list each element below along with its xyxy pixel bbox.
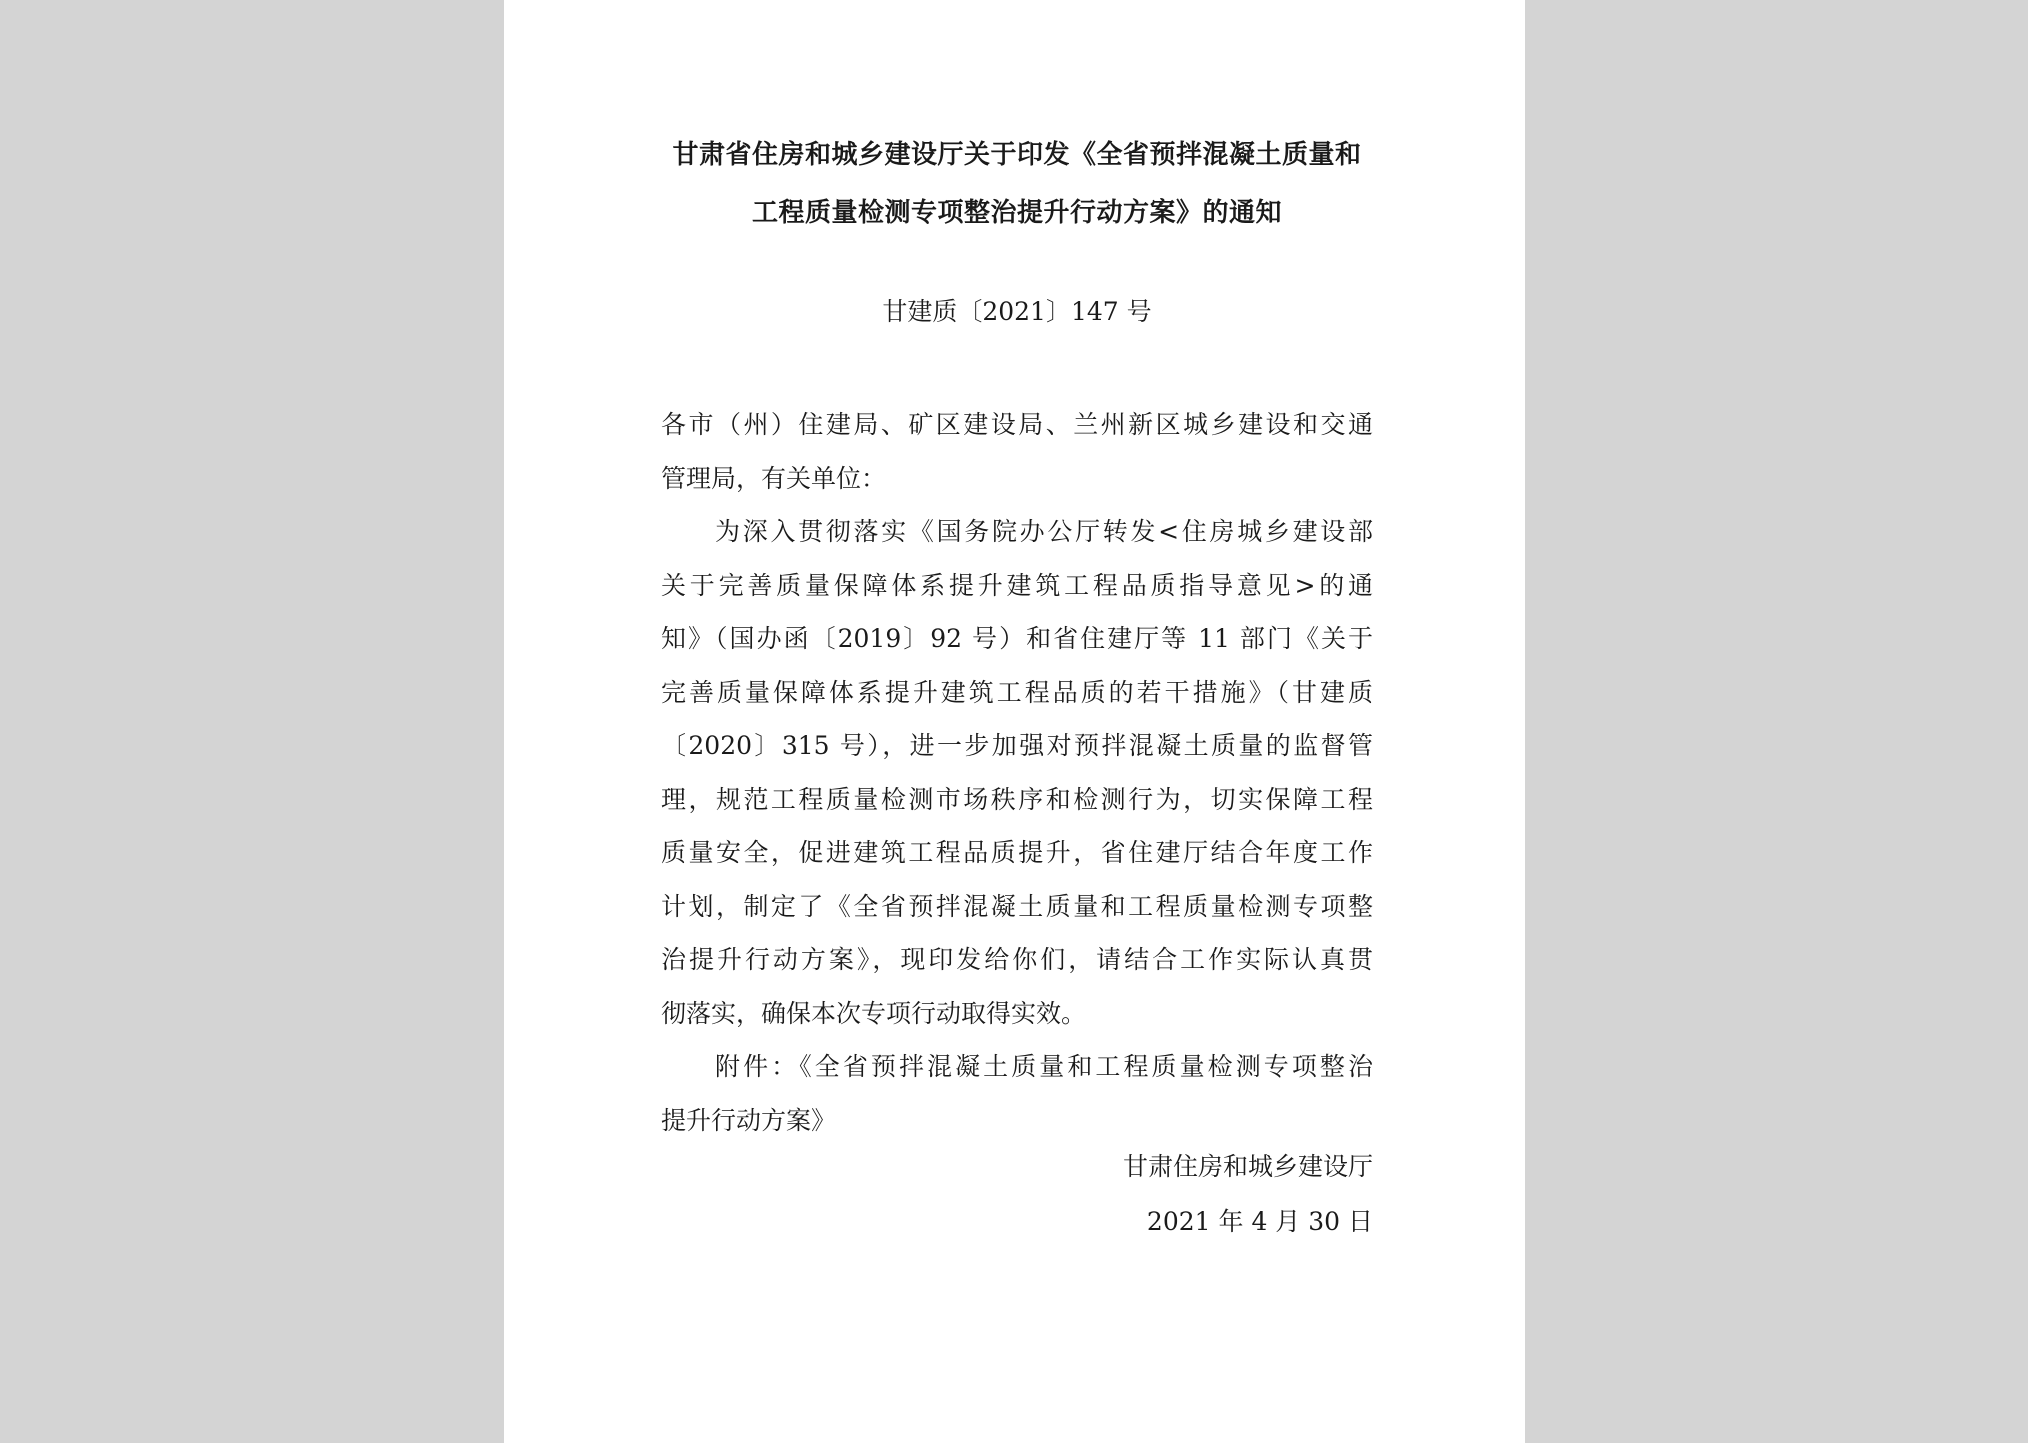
body-line: 计划，制定了《全省预拌混凝土质量和工程质量检测专项整 xyxy=(661,891,1373,921)
title-line: 工程质量检测专项整治提升行动方案》的通知 xyxy=(751,198,1282,228)
document-body xyxy=(661,398,1373,1147)
body-line: 知》（国办函〔2019〕92 号）和省住建厅等 11 部门《关于 xyxy=(661,624,1373,653)
attachment-line: 附件：《全省预拌混凝土质量和工程质量检测专项整治 xyxy=(715,1052,1373,1081)
document-title xyxy=(661,126,1373,242)
body-line: 治提升行动方案》，现印发给你们，请结合工作实际认真贯 xyxy=(661,945,1373,974)
body-line: 理，规范工程质量检测市场秩序和检测行为，切实保障工程 xyxy=(661,784,1373,814)
body-line: 为深入贯彻落实《国务院办公厅转发<住房城乡建设部 xyxy=(715,517,1373,546)
addressee-line: 管理局，有关单位： xyxy=(661,463,887,493)
body-line: 完善质量保障体系提升建筑工程品质的若干措施》（甘建质 xyxy=(661,677,1373,707)
document-number: 甘建质〔2021〕147 号 xyxy=(882,297,1152,326)
document-page xyxy=(504,0,1525,1443)
addressee-line: 各市（州）住建局、矿区建设局、兰州新区城乡建设和交通 xyxy=(661,410,1373,439)
issuer-signature: 甘肃住房和城乡建设厅 xyxy=(1122,1152,1373,1181)
body-line: 质量安全，促进建筑工程品质提升，省住建厅结合年度工作 xyxy=(661,838,1373,867)
issue-date: 2021 年 4 月 30 日 xyxy=(1146,1207,1373,1236)
body-line: 〔2020〕315 号），进一步加强对预拌混凝土质量的监督管 xyxy=(661,731,1373,760)
attachment-line: 提升行动方案》 xyxy=(661,1105,837,1135)
body-line: 彻落实，确保本次专项行动取得实效。 xyxy=(661,998,1087,1028)
body-line: 关于完善质量保障体系提升建筑工程品质指导意见>的通 xyxy=(661,570,1373,600)
title-line: 甘肃省住房和城乡建设厅关于印发《全省预拌混凝土质量和 xyxy=(672,140,1362,170)
